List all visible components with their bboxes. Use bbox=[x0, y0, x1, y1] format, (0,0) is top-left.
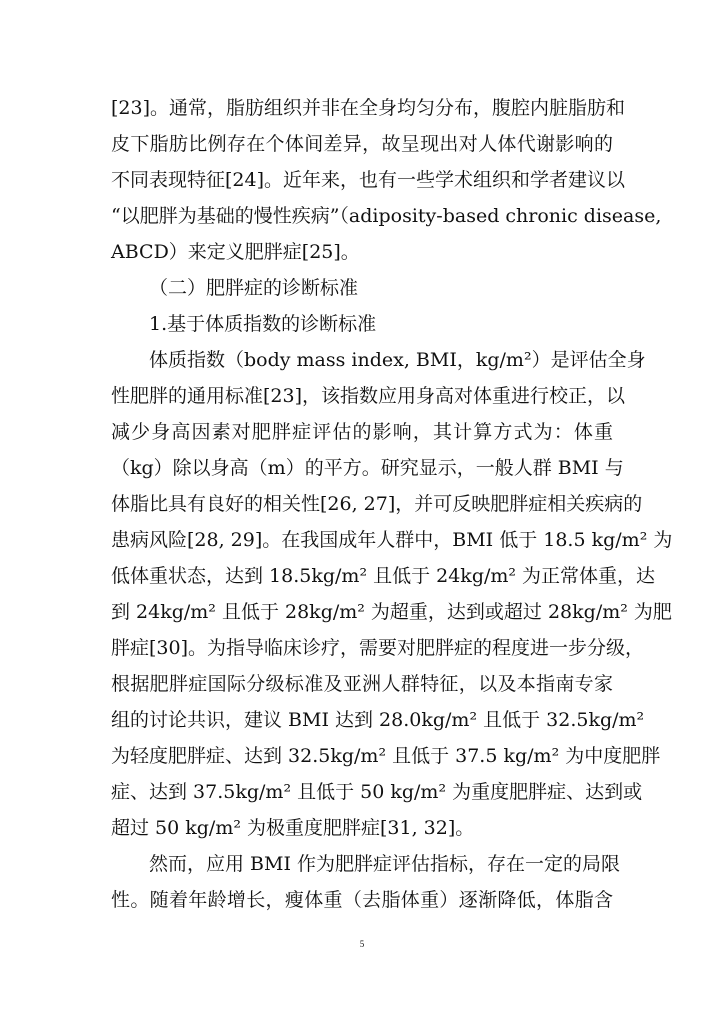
text-line: 超过 50 kg/m² 为极重度肥胖症[31, 32]。 bbox=[111, 817, 475, 839]
text-line: 到 24kg/m² 且低于 28kg/m² 为超重，达到或超过 28kg/m² 为肥 bbox=[111, 601, 672, 623]
text-line: 低体重状态，达到 18.5kg/m² 且低于 24kg/m² 为正常体重，达 bbox=[111, 565, 656, 587]
text-line: （kg）除以身高（m）的平方。研究显示，一般人群 BMI 与 bbox=[111, 457, 624, 479]
text-line: ABCD）来定义肥胖症[25]。 bbox=[111, 241, 360, 263]
text-line: 性。随着年龄增长，瘦体重（去脂体重）逐渐降低，体脂含 bbox=[111, 889, 613, 911]
section-heading: （二）肥胖症的诊断标准 bbox=[149, 277, 359, 299]
text-line: “以肥胖为基础的慢性疾病”（adiposity-based chronic disease, bbox=[111, 205, 662, 227]
text-line: 不同表现特征[24]。近年来，也有一些学术组织和学者建议以 bbox=[111, 169, 626, 191]
text-line: 根据肥胖症国际分级标准及亚洲人群特征，以及本指南专家 bbox=[111, 673, 613, 695]
text-line: 然而，应用 BMI 作为肥胖症评估指标，存在一定的局限 bbox=[149, 853, 621, 875]
text-line: 症、达到 37.5kg/m² 且低于 50 kg/m² 为重度肥胖症、达到或 bbox=[111, 781, 643, 803]
text-line: 组的讨论共识，建议 BMI 达到 28.0kg/m² 且低于 32.5kg/m² bbox=[111, 709, 645, 731]
subsection-heading: 1.基于体质指数的诊断标准 bbox=[149, 313, 377, 335]
text-line: 性肥胖的通用标准[23]，该指数应用身高对体重进行校正，以 bbox=[111, 385, 626, 407]
text-line: 为轻度肥胖症、达到 32.5kg/m² 且低于 37.5 kg/m² 为中度肥胖 bbox=[111, 745, 661, 767]
body-text bbox=[111, 90, 673, 918]
text-line: [23]。通常，脂肪组织并非在全身均匀分布，腹腔内脏脂肪和 bbox=[111, 97, 626, 119]
text-line: 皮下脂肪比例存在个体间差异，故呈现出对人体代谢影响的 bbox=[111, 133, 613, 155]
text-line: 胖症[30]。为指导临床诊疗，需要对肥胖症的程度进一步分级， bbox=[111, 637, 645, 659]
text-line: 体质指数（body mass index, BMI，kg/m²）是评估全身 bbox=[149, 349, 646, 371]
page-number: 5 bbox=[359, 939, 365, 949]
text-line: 减少身高因素对肥胖症评估的影响，其计算方式为：体重 bbox=[111, 421, 613, 443]
text-line: 患病风险[28, 29]。在我国成年人群中，BMI 低于 18.5 kg/m² 为 bbox=[111, 529, 673, 551]
text-line: 体脂比具有良好的相关性[26, 27]，并可反映肥胖症相关疾病的 bbox=[111, 493, 643, 515]
